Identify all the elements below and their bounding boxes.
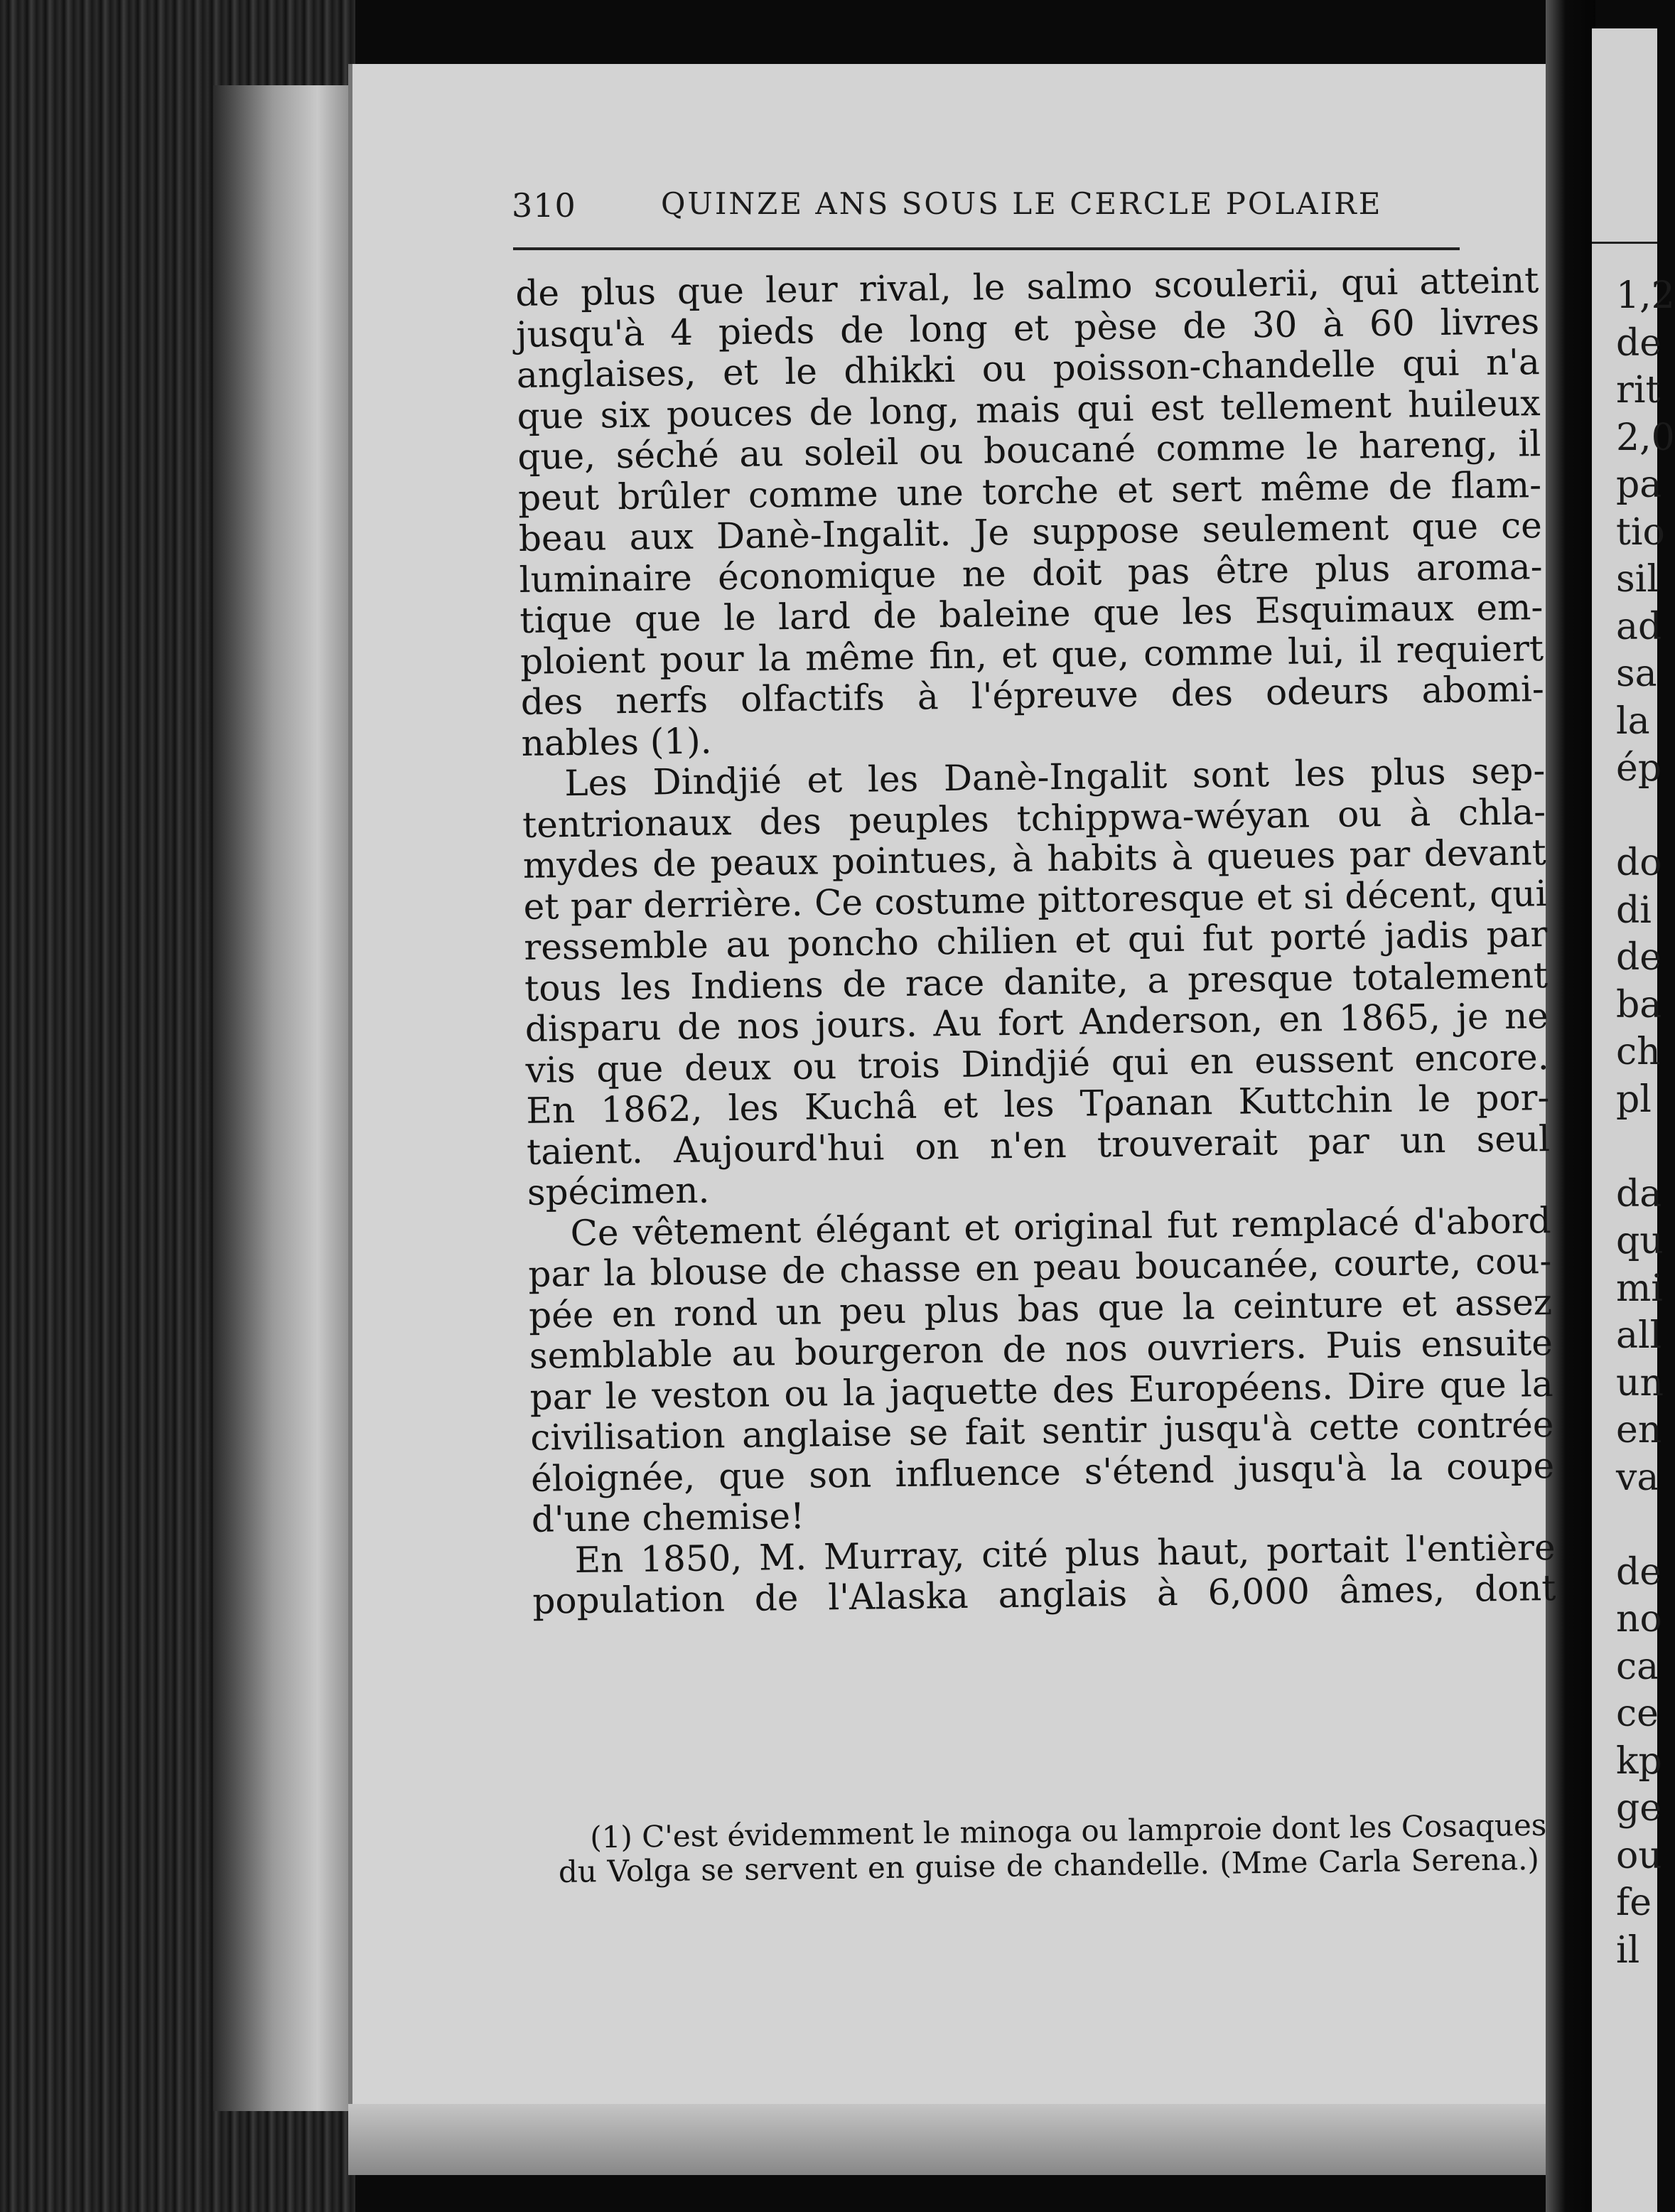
text-line: éloignée, que son influence s'étend jusqu'à la coupe bbox=[530, 1444, 1555, 1500]
next-page-text-fragment: ge bbox=[1616, 1787, 1662, 1830]
text-line: de plus que leur rival, le salmo scoulerii, qui atteint bbox=[515, 259, 1539, 314]
text-line: que six pouces de long, mais qui est tellement huileux bbox=[517, 382, 1541, 437]
footnote bbox=[558, 1807, 1547, 1889]
text-line: Ce vêtement élégant et original fut remplacé d'abord bbox=[570, 1199, 1551, 1254]
next-page-text-fragment: en bbox=[1616, 1409, 1662, 1451]
book-page-edges bbox=[213, 85, 362, 2111]
next-page-fragment bbox=[1592, 28, 1675, 2212]
page-number: 310 bbox=[512, 186, 576, 225]
footnote-line: du Volga se servent en guise de chandelle. (Mme Carla Serena.) bbox=[558, 1841, 1540, 1889]
text-line: peut brûler comme une torche et sert même de flam- bbox=[517, 463, 1542, 519]
next-page-text-fragment: da bbox=[1616, 1172, 1662, 1215]
text-line: que, séché au soleil ou boucané comme le hareng, il bbox=[517, 423, 1541, 478]
text-line: civilisation anglaise se fait sentir jusqu'à cette contrée bbox=[530, 1404, 1554, 1459]
next-page-text-fragment: de bbox=[1616, 321, 1662, 365]
next-page-text-fragment: ch bbox=[1616, 1031, 1661, 1073]
next-page-text-fragment: ca bbox=[1616, 1645, 1659, 1688]
next-page-text-fragment: qu bbox=[1616, 1220, 1664, 1262]
next-page-text-fragment: va bbox=[1616, 1456, 1659, 1499]
text-line: pée en rond un peu plus bas que la ceinture et assez bbox=[528, 1281, 1553, 1336]
text-line: par la blouse de chasse en peau boucanée, courte, cou- bbox=[528, 1240, 1552, 1295]
next-page-text-fragment: 1,2 bbox=[1616, 274, 1675, 317]
text-line: tous les Indiens de race danite, a presque totalement bbox=[524, 954, 1549, 1009]
text-line: des nerfs olfactifs à l'épreuve des odeurs abomi- bbox=[520, 668, 1545, 723]
book-gutter bbox=[1546, 0, 1595, 2212]
text-line: population de l'Alaska anglais à 6,000 âmes, dont bbox=[532, 1567, 1556, 1622]
page-bottom-shadow bbox=[348, 2104, 1549, 2175]
text-line: mydes de peaux pointues, à habits à queues par devant bbox=[522, 832, 1547, 886]
next-page-text-fragment: ad bbox=[1616, 605, 1662, 648]
next-page-text-fragment: pa bbox=[1616, 463, 1662, 506]
next-page-text-fragment: de bbox=[1616, 1550, 1662, 1594]
running-head bbox=[512, 186, 1457, 236]
next-page-text-fragment: il bbox=[1616, 1928, 1640, 1972]
next-page-text-fragment: sa bbox=[1616, 653, 1657, 695]
text-line: nables (1). bbox=[521, 719, 712, 764]
running-head-rule bbox=[513, 247, 1460, 250]
text-line: ressemble au poncho chilien et qui fut porté jadis par bbox=[524, 913, 1548, 968]
text-line: anglaises, et le dhikki ou poisson-chandelle qui n'a bbox=[516, 341, 1541, 396]
text-line: tique que le lard de baleine que les Esquimaux em- bbox=[519, 586, 1544, 641]
next-page-text-fragment: ou bbox=[1616, 1834, 1662, 1877]
next-page-head-rule bbox=[1592, 242, 1657, 244]
next-page-text-fragment: do bbox=[1616, 842, 1662, 884]
next-page-text-fragment: rit bbox=[1616, 369, 1661, 412]
next-page-text-fragment: un bbox=[1616, 1361, 1664, 1405]
next-page-text-fragment: la bbox=[1616, 699, 1650, 743]
text-line: disparu de nos jours. Au fort Anderson, en 1865, je ne bbox=[524, 995, 1549, 1050]
text-line: En 1862, les Kuchâ et les Tρanan Kuttchin le por- bbox=[526, 1077, 1550, 1132]
next-page-text-fragment: no bbox=[1616, 1598, 1662, 1641]
text-line: vis que deux ou trois Dindjié qui en eussent encore. bbox=[525, 1036, 1549, 1091]
text-line: et par derrière. Ce costume pittoresque et si décent, qui bbox=[523, 872, 1547, 928]
next-page-text-fragment: kp bbox=[1616, 1739, 1662, 1783]
next-page-text-fragment: 2,0 bbox=[1616, 416, 1675, 459]
text-line: spécimen. bbox=[527, 1169, 710, 1213]
text-line: taient. Aujourd'hui on n'en trouverait par un seul bbox=[526, 1117, 1551, 1173]
next-page-text-fragment: ba bbox=[1616, 983, 1662, 1026]
next-page-text-fragment: tio bbox=[1616, 510, 1665, 554]
next-page-text-fragment: pl bbox=[1616, 1078, 1652, 1121]
text-line: tentrionaux des peuples tchippwa-wéyan ou à chla- bbox=[522, 790, 1546, 846]
text-line: ploient pour la même fin, et que, comme lui, il requiert bbox=[519, 627, 1544, 682]
next-page-text-fragment: mi bbox=[1616, 1267, 1663, 1310]
footnote-line: (1) C'est évidemment le minoga ou lamproie dont les Cosaques bbox=[589, 1807, 1547, 1855]
next-page-text-fragment: di bbox=[1616, 888, 1652, 932]
text-line: par le veston ou la jaquette des Européens. Dire que la bbox=[529, 1363, 1553, 1418]
text-line: jusqu'à 4 pieds de long et pèse de 30 à 60 livres bbox=[515, 300, 1540, 355]
text-line: beau aux Danè-Ingalit. Je suppose seulement que ce bbox=[518, 505, 1543, 559]
text-line: En 1850, M. Murray, cité plus haut, portait l'entière bbox=[574, 1526, 1556, 1581]
text-line: d'une chemise! bbox=[531, 1495, 805, 1540]
next-page-text-fragment: all bbox=[1616, 1314, 1662, 1357]
body-text bbox=[515, 260, 1556, 1622]
running-title: QUINZE ANS SOUS LE CERCLE POLAIRE bbox=[661, 186, 1383, 221]
next-page-text-fragment: ép bbox=[1616, 747, 1662, 790]
text-line: Les Dindjié et les Danè-Ingalit sont les plus sep- bbox=[564, 750, 1546, 805]
next-page-text-fragment: ce bbox=[1616, 1692, 1659, 1735]
text-line: luminaire économique ne doit pas être plus aroma- bbox=[519, 545, 1543, 601]
text-line: semblable au bourgeron de nos ouvriers. Puis ensuite bbox=[529, 1322, 1553, 1377]
next-page-text-fragment: de bbox=[1616, 936, 1662, 979]
next-page-text-fragment: sil bbox=[1616, 558, 1659, 601]
next-page-text-fragment: fe bbox=[1616, 1881, 1652, 1924]
